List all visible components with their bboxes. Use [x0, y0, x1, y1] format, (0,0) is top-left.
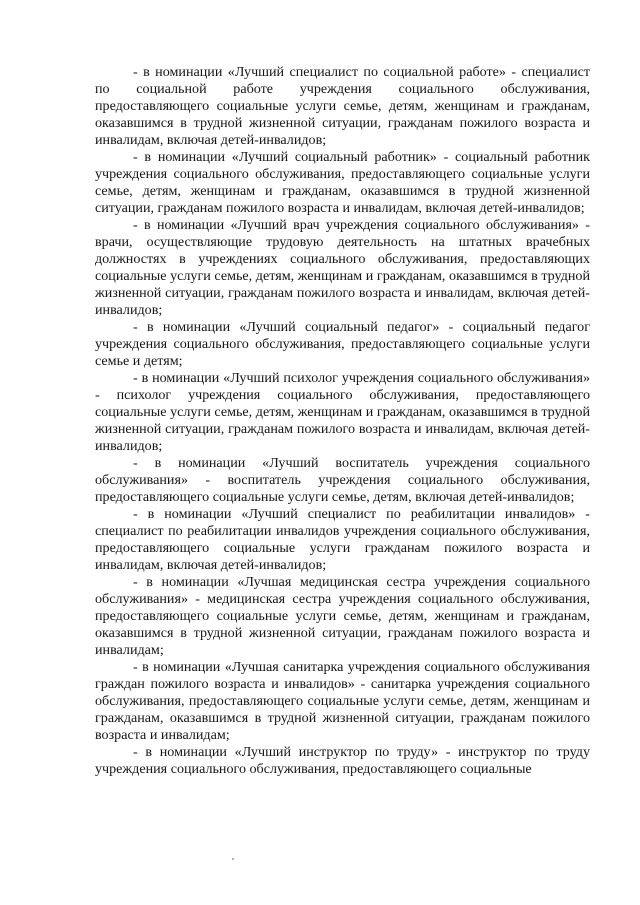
paragraph-educator: - в номинации «Лучший воспитатель учреждения социального обслуживания» - воспитатель учреждения социального обслуживания, предоставляющего социальные услуги семье, детям, включая детей-инвалидов;: [95, 455, 590, 505]
paragraph-psychologist: - в номинации «Лучший психолог учреждения социального обслуживания» - психолог учреждения социального обслуживания, предоставляющего социальные услуги семье, детям, женщинам и гражданам, оказавшимся в трудной жизненной ситуации, гражданам пожилого возраста и инвалидам, включая детей-инвалидов;: [95, 370, 590, 454]
paragraph-labor-instructor: - в номинации «Лучший инструктор по труду» - инструктор по труду учреждения социального обслуживания, предоставляющего социальные: [95, 744, 590, 777]
document-body: [95, 64, 590, 778]
paragraph-social-worker: - в номинации «Лучший социальный работник» - социальный работник учреждения социального обслуживания, предоставляющего социальные услуги семье, детям, женщинам и гражданам, оказавшимся в трудной жизненной ситуации, гражданам пожилого возраста и инвалидам, включая детей-инвалидов;: [95, 149, 590, 216]
paragraph-doctor: - в номинации «Лучший врач учреждения социального обслуживания» - врачи, осуществляющие трудовую деятельность на штатных врачебных должностях в учреждениях социального обслуживания, предоставляющих социальные услуги семье, детям, женщинам и гражданам, оказавшимся в трудной жизненной ситуации, гражданам пожилого возраста и инвалидам, включая детей-инвалидов;: [95, 217, 590, 318]
scan-speck: [232, 858, 234, 860]
paragraph-rehabilitation-specialist: - в номинации «Лучший специалист по реабилитации инвалидов» - специалист по реабилитации инвалидов учреждения социального обслуживания, предоставляющего социальные услуги гражданам пожилого возраста и инвалидам, включая детей-инвалидов;: [95, 506, 590, 573]
paragraph-specialist-social-work: - в номинации «Лучший специалист по социальной работе» - специалист по социальной работе учреждения социального обслуживания, предоставляющего социальные услуги семье, детям, женщинам и гражданам, оказавшимся в трудной жизненной ситуации, гражданам пожилого возраста и инвалидам, включая детей-инвалидов;: [95, 64, 590, 148]
paragraph-orderly: - в номинации «Лучшая санитарка учреждения социального обслуживания граждан пожилого возраста и инвалидов» - санитарка учреждения социального обслуживания, предоставляющего социальные услуги семье, детям, женщинам и гражданам, оказавшимся в трудной жизненной ситуации, гражданам пожилого возраста и инвалидам;: [95, 659, 590, 743]
paragraph-nurse: - в номинации «Лучшая медицинская сестра учреждения социального обслуживания» - медицинская сестра учреждения социального обслуживания, предоставляющего социальные услуги семье, детям, женщинам и гражданам, оказавшимся в трудной жизненной ситуации, гражданам пожилого возраста и инвалидам;: [95, 574, 590, 658]
paragraph-social-pedagogue: - в номинации «Лучший социальный педагог» - социальный педагог учреждения социального обслуживания, предоставляющего социальные услуги семье и детям;: [95, 319, 590, 369]
